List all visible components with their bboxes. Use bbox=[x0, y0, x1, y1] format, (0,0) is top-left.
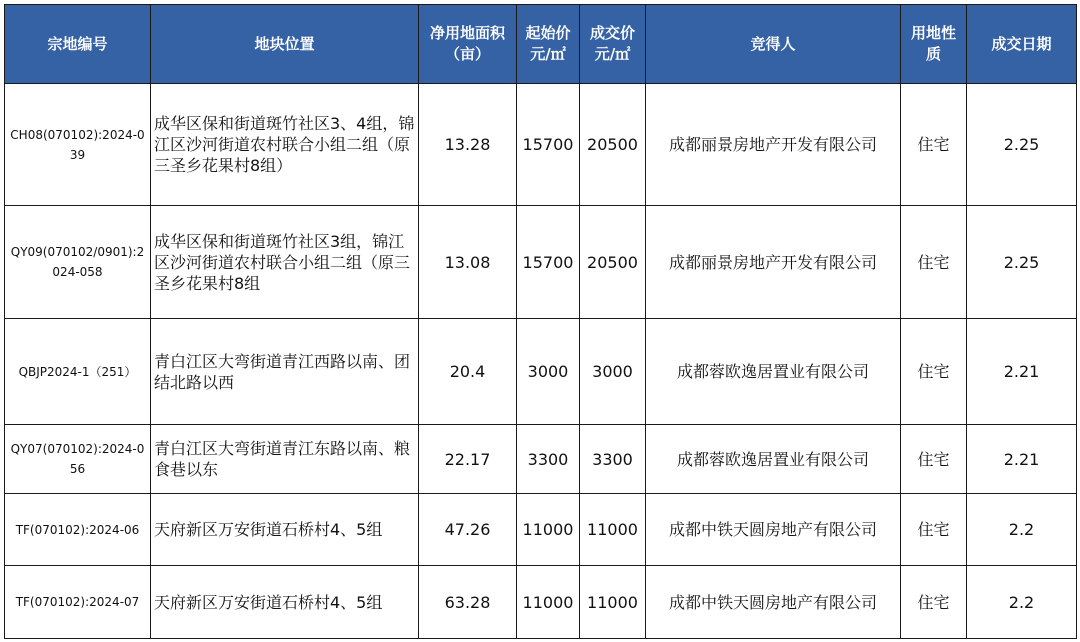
cell-area: 63.28 bbox=[419, 566, 517, 639]
cell-location: 成华区保和街道斑竹社区3、4组，锦江区沙河街道农村联合小组二组（原三圣乡花果村8组） bbox=[151, 84, 419, 206]
table-header-row bbox=[5, 5, 1077, 84]
cell-deal-price: 3300 bbox=[580, 425, 646, 494]
cell-area: 20.4 bbox=[419, 319, 517, 425]
cell-area: 13.08 bbox=[419, 206, 517, 319]
table-row bbox=[5, 319, 1077, 425]
cell-use: 住宅 bbox=[901, 425, 967, 494]
header-location: 地块位置 bbox=[151, 5, 419, 84]
cell-start-price: 3000 bbox=[517, 319, 580, 425]
cell-code: TF(070102):2024-06 bbox=[5, 494, 151, 566]
cell-code: QY07(070102):2024-056 bbox=[5, 425, 151, 494]
cell-area: 47.26 bbox=[419, 494, 517, 566]
header-deal-price: 成交价 元/㎡ bbox=[580, 5, 646, 84]
cell-winner: 成都蓉欧逸居置业有限公司 bbox=[646, 319, 901, 425]
table-row bbox=[5, 494, 1077, 566]
cell-winner: 成都丽景房地产开发有限公司 bbox=[646, 206, 901, 319]
cell-use: 住宅 bbox=[901, 566, 967, 639]
cell-date: 2.21 bbox=[967, 425, 1077, 494]
cell-use: 住宅 bbox=[901, 84, 967, 206]
cell-start-price: 15700 bbox=[517, 84, 580, 206]
cell-code: CH08(070102):2024-039 bbox=[5, 84, 151, 206]
cell-winner: 成都丽景房地产开发有限公司 bbox=[646, 84, 901, 206]
cell-deal-price: 3000 bbox=[580, 319, 646, 425]
cell-location: 天府新区万安街道石桥村4、5组 bbox=[151, 494, 419, 566]
cell-date: 2.25 bbox=[967, 206, 1077, 319]
cell-area: 13.28 bbox=[419, 84, 517, 206]
cell-code: QBJP2024-1（251） bbox=[5, 319, 151, 425]
cell-area: 22.17 bbox=[419, 425, 517, 494]
cell-location: 天府新区万安街道石桥村4、5组 bbox=[151, 566, 419, 639]
cell-location: 青白江区大弯街道青江西路以南、团结北路以西 bbox=[151, 319, 419, 425]
cell-winner: 成都中铁天圆房地产有限公司 bbox=[646, 494, 901, 566]
table-row bbox=[5, 84, 1077, 206]
header-date: 成交日期 bbox=[967, 5, 1077, 84]
cell-code: QY09(070102/0901):2024-058 bbox=[5, 206, 151, 319]
cell-code: TF(070102):2024-07 bbox=[5, 566, 151, 639]
header-area: 净用地面积（亩） bbox=[419, 5, 517, 84]
cell-location: 成华区保和街道斑竹社区3组，锦江区沙河街道农村联合小组二组（原三圣乡花果村8组 bbox=[151, 206, 419, 319]
table-row bbox=[5, 206, 1077, 319]
land-transaction-table bbox=[4, 4, 1077, 639]
cell-start-price: 11000 bbox=[517, 494, 580, 566]
table-row bbox=[5, 425, 1077, 494]
cell-deal-price: 20500 bbox=[580, 84, 646, 206]
header-winner: 竞得人 bbox=[646, 5, 901, 84]
header-start-price: 起始价 元/㎡ bbox=[517, 5, 580, 84]
cell-winner: 成都中铁天圆房地产有限公司 bbox=[646, 566, 901, 639]
cell-deal-price: 20500 bbox=[580, 206, 646, 319]
header-code: 宗地编号 bbox=[5, 5, 151, 84]
cell-use: 住宅 bbox=[901, 206, 967, 319]
cell-date: 2.2 bbox=[967, 566, 1077, 639]
cell-location: 青白江区大弯街道青江东路以南、粮食巷以东 bbox=[151, 425, 419, 494]
cell-start-price: 3300 bbox=[517, 425, 580, 494]
cell-deal-price: 11000 bbox=[580, 494, 646, 566]
cell-deal-price: 11000 bbox=[580, 566, 646, 639]
cell-date: 2.25 bbox=[967, 84, 1077, 206]
cell-date: 2.2 bbox=[967, 494, 1077, 566]
cell-start-price: 11000 bbox=[517, 566, 580, 639]
cell-use: 住宅 bbox=[901, 494, 967, 566]
cell-use: 住宅 bbox=[901, 319, 967, 425]
table-row bbox=[5, 566, 1077, 639]
cell-start-price: 15700 bbox=[517, 206, 580, 319]
cell-date: 2.21 bbox=[967, 319, 1077, 425]
cell-winner: 成都蓉欧逸居置业有限公司 bbox=[646, 425, 901, 494]
header-use: 用地性质 bbox=[901, 5, 967, 84]
